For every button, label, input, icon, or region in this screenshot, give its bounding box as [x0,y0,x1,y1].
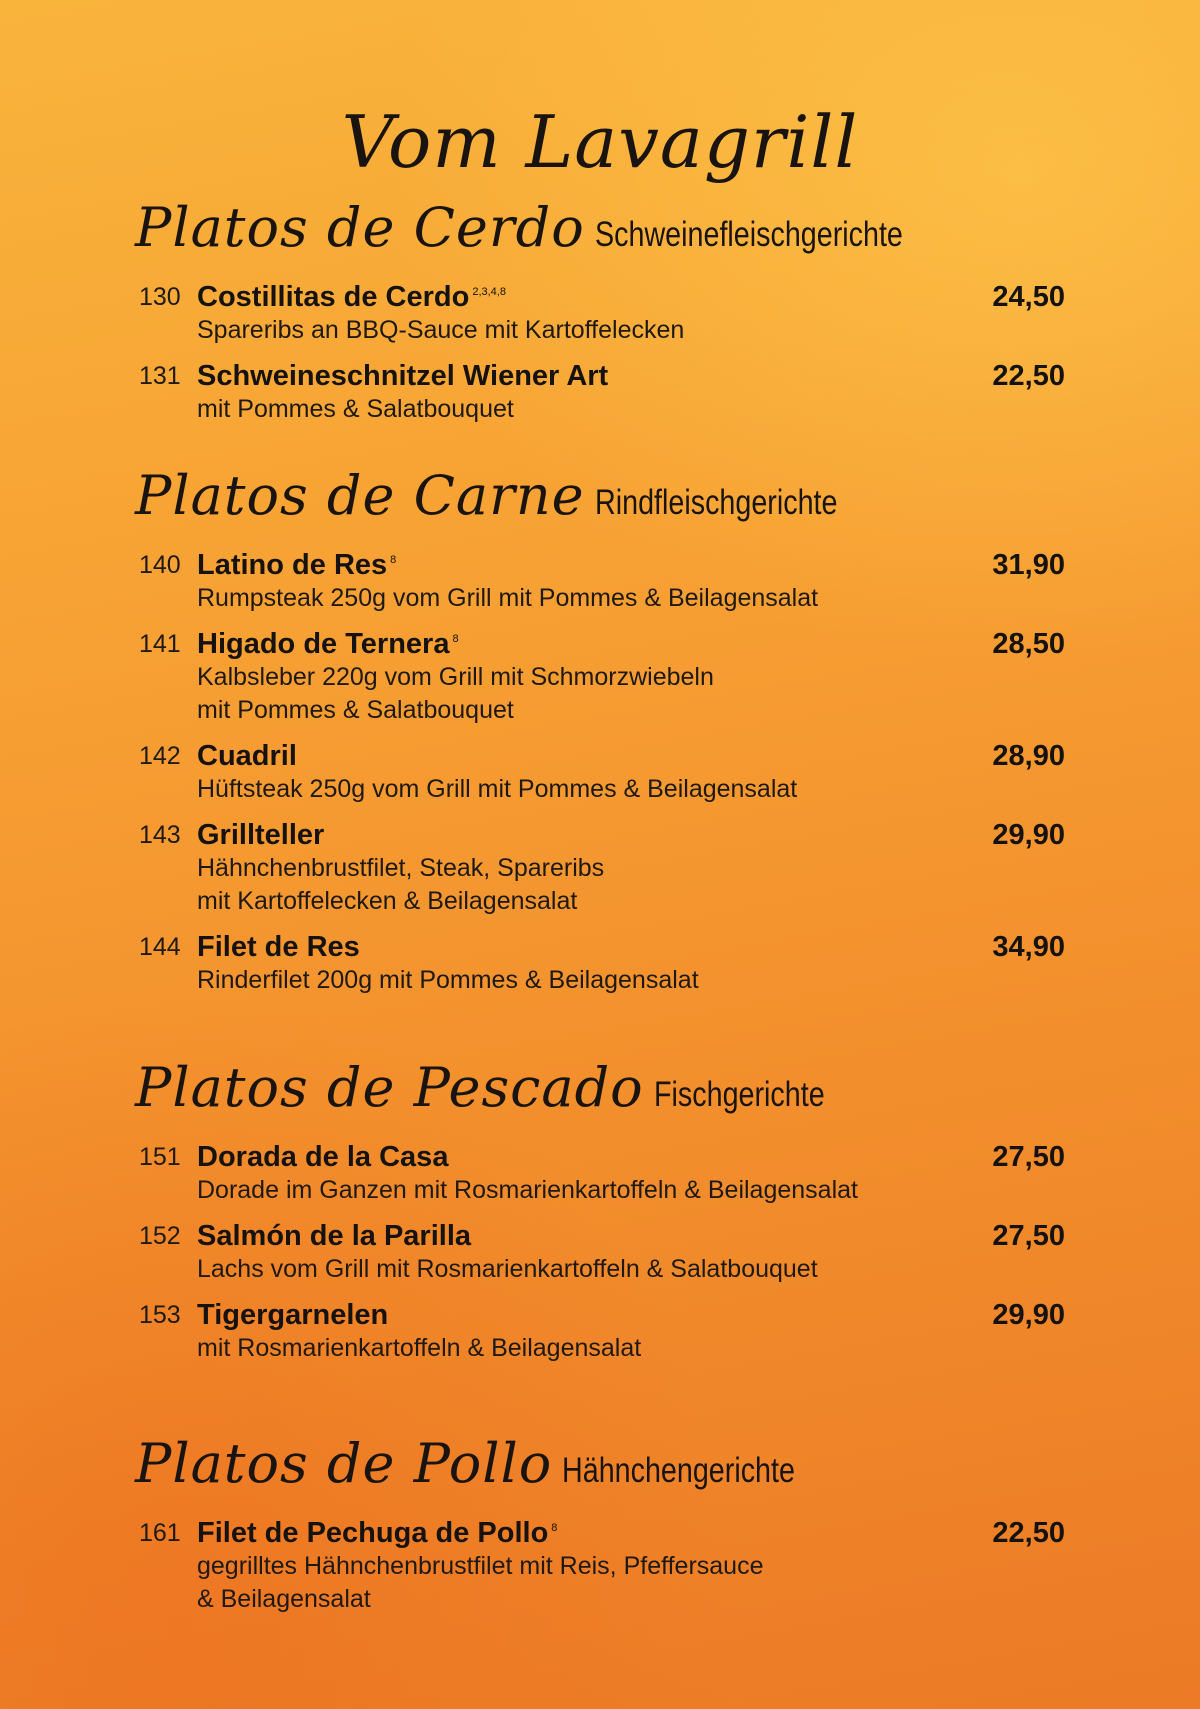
item-number: 141 [139,630,181,658]
section-script-title: Platos de Carne [135,464,585,527]
item-price: 34,90 [992,931,1065,963]
section-script-title: Platos de Pescado [135,1056,644,1119]
allergen-codes: 2,3,4,8 [472,286,506,299]
item-price: 27,50 [992,1141,1065,1173]
item-name: Filet de Res [197,931,360,963]
item-description: gegrilltes Hähnchenbrustfilet mit Reis, Pfeffersauce [197,1552,764,1580]
item-price: 28,90 [992,740,1065,772]
section-script-title: Platos de Pollo [135,1432,553,1495]
item-description: mit Rosmarienkartoffeln & Beilagensalat [197,1334,642,1362]
section-heading [135,196,1075,268]
item-name: Grillteller [197,819,325,851]
item-name: Salmón de la Parilla [197,1220,471,1252]
item-number: 142 [139,742,181,770]
item-description: Hüftsteak 250g vom Grill mit Pommes & Beilagensalat [197,775,798,803]
item-name: Dorada de la Casa [197,1141,449,1173]
item-name: Latino de Res $^8$ [197,549,397,581]
item-number: 152 [139,1222,181,1250]
menu-item [135,739,1075,806]
item-name: Costillitas de Cerdo $^{2,3,4,8}$ [197,281,506,313]
item-description: Lachs vom Grill mit Rosmarienkartoffeln & Salatbouquet [197,1255,818,1283]
item-name: Higado de Ternera $^8$ [197,628,459,660]
allergen-codes: 8 [390,554,397,567]
item-price: 28,50 [992,628,1065,660]
menu-item [135,359,1075,426]
menu-item [135,818,1075,918]
item-number: 153 [139,1301,181,1329]
item-number: 140 [139,551,181,579]
section-script-title: Platos de Cerdo [135,196,585,259]
section-carne [135,464,1075,997]
item-name: Schweineschnitzel Wiener Art [197,360,609,392]
item-description: mit Pommes & Salatbouquet [197,395,514,423]
item-description: Kalbsleber 220g vom Grill mit Schmorzwiebeln [197,663,714,691]
menu-item [135,1219,1075,1286]
section-cerdo [135,196,1075,426]
item-price: 24,50 [992,281,1065,313]
page-title: Vom Lavagrill [341,100,859,184]
section-heading [135,464,1075,536]
item-number: 143 [139,821,181,849]
item-price: 29,90 [992,1299,1065,1331]
section-subtitle: Schweinefleischgerichte [594,215,903,254]
allergen-codes: 8 [452,633,459,646]
item-name: Filet de Pechuga de Pollo $^8$ [197,1517,558,1549]
item-price: 31,90 [992,549,1065,581]
item-description: & Beilagensalat [197,1585,371,1613]
item-description: Rumpsteak 250g vom Grill mit Pommes & Beilagensalat [197,584,819,612]
menu-item [135,548,1075,615]
item-price: 22,50 [992,360,1065,392]
menu-item [135,280,1075,347]
item-description: mit Kartoffelecken & Beilagensalat [197,887,578,915]
item-number: 151 [139,1143,181,1171]
item-number: 130 [139,283,181,311]
section-subtitle: Fischgerichte [653,1075,825,1114]
item-description: mit Pommes & Salatbouquet [197,696,514,724]
item-number: 161 [139,1519,181,1547]
item-description: Spareribs an BBQ-Sauce mit Kartoffelecken [197,316,685,344]
menu-item [135,1140,1075,1207]
menu-item [135,1516,1075,1616]
item-description: Rinderfilet 200g mit Pommes & Beilagensalat [197,966,699,994]
item-name: Cuadril [197,740,297,772]
item-number: 144 [139,933,181,961]
item-price: 27,50 [992,1220,1065,1252]
item-price: 29,90 [992,819,1065,851]
allergen-codes: 8 [551,1522,558,1535]
menu-item [135,1298,1075,1365]
section-pescado [135,1056,1075,1365]
section-subtitle: Hähnchengerichte [562,1451,796,1490]
item-description: Hähnchenbrustfilet, Steak, Spareribs [197,854,605,882]
item-price: 22,50 [992,1517,1065,1549]
menu-item [135,930,1075,997]
item-description: Dorade im Ganzen mit Rosmarienkartoffeln & Beilagensalat [197,1176,858,1204]
section-heading [135,1432,1075,1504]
menu-item [135,627,1075,727]
section-subtitle: Rindfleischgerichte [594,483,838,522]
item-number: 131 [139,362,181,390]
section-pollo [135,1432,1075,1616]
item-name: Tigergarnelen [197,1299,389,1331]
section-heading [135,1056,1075,1128]
